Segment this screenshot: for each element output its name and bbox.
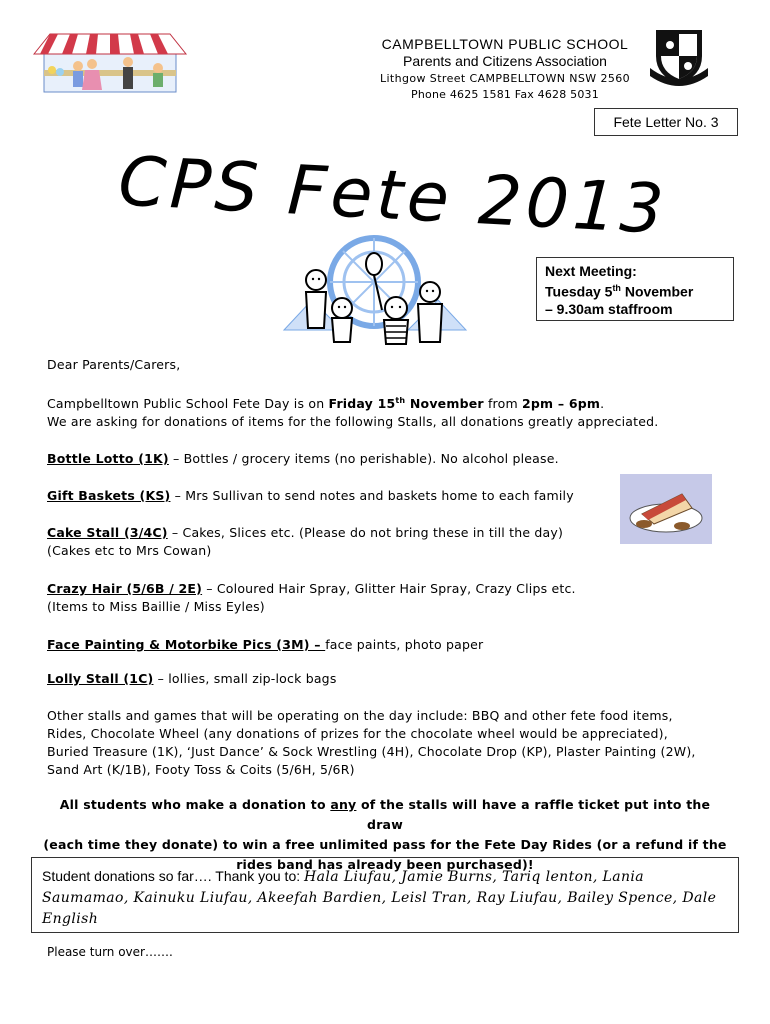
turn-over-note: Please turn over……. [47, 945, 173, 959]
stall-desc: face paints, photo paper [325, 637, 484, 652]
stall-name: Bottle Lotto (1K) [47, 451, 169, 466]
stall-face-painting [47, 636, 483, 654]
raffle-notice: All students who make a donation to any of the stalls will have a raffle ticket put into the draw (each time they donate) to win a free unlimited pass for the Fete Day Rides (or a refund if the rides band has already been purchased)! [43, 797, 727, 872]
school-address: Lithgow Street CAMPBELLTOWN NSW 2560 [379, 72, 631, 85]
stall-desc: – Mrs Sullivan to send notes and baskets home to each family [170, 488, 574, 503]
stall-name: Face Painting & Motorbike Pics (3M) – [47, 637, 326, 652]
ferris-wheel-family-illustration [282, 230, 468, 350]
intro-paragraph: Campbelltown Public School Fete Day is on Friday 15th November from 2pm – 6pm. We are asking for donations of items for the following Stalls, all donations greatly appreciated. [47, 396, 659, 430]
stall-lolly [47, 670, 337, 688]
stall-name: Gift Baskets (KS) [47, 488, 171, 503]
cake-plate-illustration [620, 474, 712, 544]
fete-title-text: CPS Fete 2013 [116, 142, 670, 250]
school-crest-logo [648, 26, 710, 88]
stall-desc: – Cakes, Slices etc. (Please do not bring these in till the day) [167, 525, 564, 540]
stall-desc: – Coloured Hair Spray, Glitter Hair Spray, Crazy Clips etc. [202, 581, 576, 596]
fete-stall-illustration [30, 30, 190, 98]
school-name: CAMPBELLTOWN PUBLIC SCHOOL [381, 36, 629, 52]
thanks-intro: Student donations so far…. Thank you to: [42, 868, 305, 884]
stall-desc: – lollies, small zip-lock bags [153, 671, 337, 686]
school-phone: Phone 4625 1581 Fax 4628 5031 [411, 88, 599, 101]
other-stalls-paragraph: Other stalls and games that will be operating on the day include: BBQ and other fete food items, Rides, Chocolate Wheel (any donations of prizes for the chocolate wheel would be appreciated), Buried Treasure (1K), ‘Just Dance’ & Sock Wrestling (4H), Chocolate Drop (KP), Plaster Painting (2W), Sand Art (K/1B), Footy Toss & Coits (5/6H, 5/6R) [47, 708, 696, 777]
meeting-line-3: – 9.30am staffroom [545, 300, 673, 317]
stall-desc: – Bottles / grocery items (no perishable). No alcohol please. [168, 451, 559, 466]
stall-extra: (Cakes etc to Mrs Cowan) [47, 543, 212, 558]
stall-extra: (Items to Miss Baillie / Miss Eyles) [47, 599, 265, 614]
thanks-names: Hala Liufau, Jamie Burns, Tariq lenton, Lania Saumamao, Kainuku Liufau, Akeefah Bardien, Leisl Tran, Ray Liufau, Bailey Spence, Dale English [42, 869, 717, 927]
fete-letter-number: Fete Letter No. 3 [594, 108, 738, 136]
stall-crazy-hair [47, 580, 576, 616]
stall-name: Lolly Stall (1C) [47, 671, 154, 686]
stall-gift-baskets [47, 487, 574, 505]
stall-name: Cake Stall (3/4C) [47, 525, 168, 540]
student-donations-box [31, 857, 739, 933]
stall-name: Crazy Hair (5/6B / 2E) [47, 581, 203, 596]
greeting: Dear Parents/Carers, [47, 357, 181, 372]
stall-cake [47, 524, 563, 560]
association-name: Parents and Citizens Association [403, 53, 607, 69]
next-meeting-box [536, 257, 734, 321]
stall-bottle-lotto [47, 450, 559, 468]
meeting-line-1: Next Meeting: [545, 263, 637, 279]
meeting-line-2: Tuesday 5th November [545, 283, 694, 300]
